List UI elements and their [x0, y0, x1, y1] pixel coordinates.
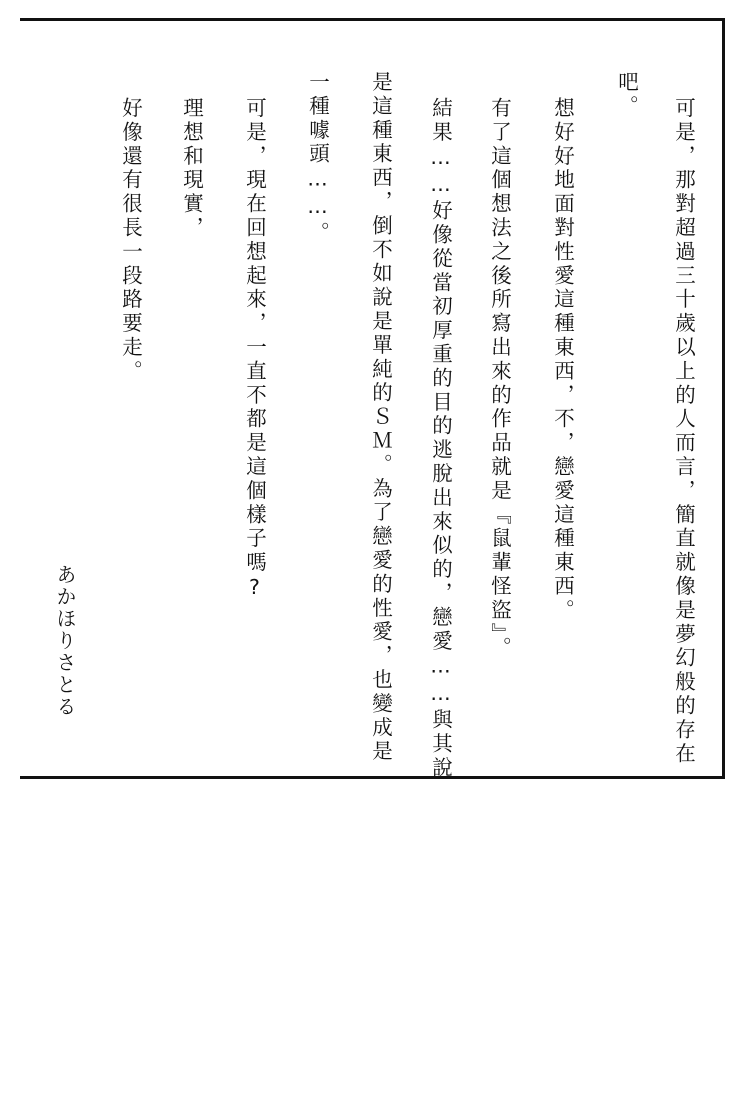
- text-line-1: 可是，那對超過三十歲以上的人而言，簡直就像是夢幻般的存在: [671, 97, 696, 767]
- text-line-8: 可是，現在回想起來，一直不都是這個樣子嗎?: [242, 97, 267, 603]
- text-line-9: 理想和現實，: [179, 97, 204, 241]
- text-line-7: 一種噱頭……。: [305, 71, 330, 246]
- text-line-3: 想好好地面對性愛這種東西，不，戀愛這種東西。: [550, 97, 575, 623]
- text-line-10: 好像還有很長一段路要走。: [118, 97, 143, 384]
- text-line-2: 吧。: [614, 71, 639, 119]
- text-line-5: 結果……好像從當初厚重的目的逃脫出來似的，戀愛……與其說: [428, 97, 453, 781]
- text-line-6: 是這種東西，倒不如說是單純的ＳＭ。為了戀愛的性愛，也變成是: [368, 71, 393, 765]
- author-signature: あかほりさとる: [53, 564, 77, 718]
- text-line-4: 有了這個想法之後所寫出來的作品就是『鼠輩怪盜』。: [487, 97, 512, 661]
